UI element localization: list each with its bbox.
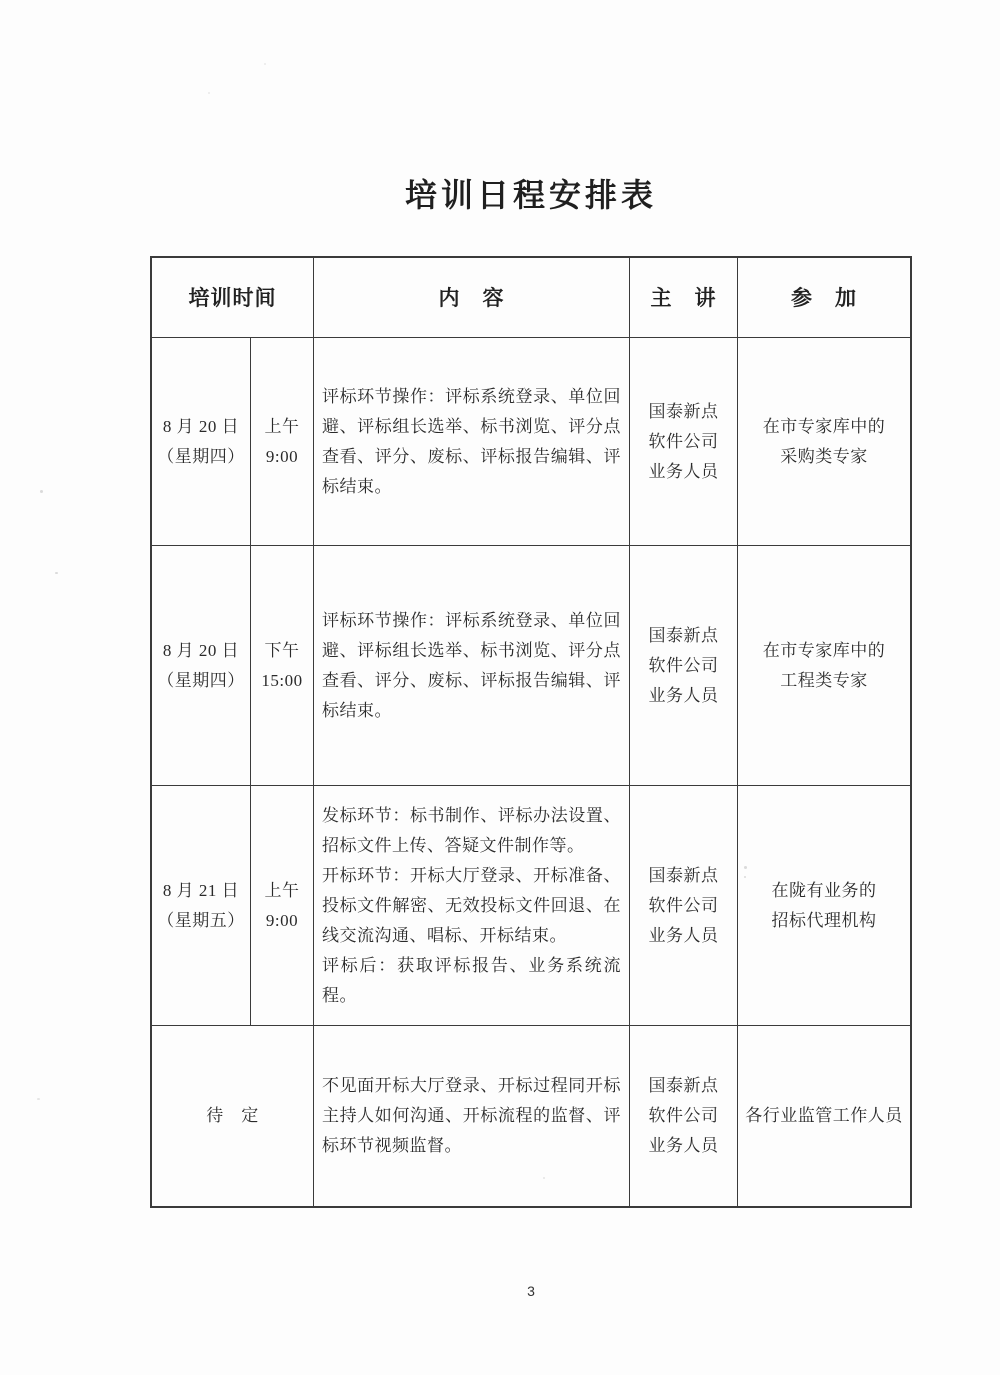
participants-line: 在市专家库中的 [762, 416, 886, 436]
cell-time [251, 546, 314, 786]
scan-speckle [37, 1098, 40, 1100]
header-content: 内 容 [314, 258, 630, 338]
time-line: 15:00 [261, 670, 303, 690]
cell-participants [738, 546, 910, 786]
participants-line: 工程类专家 [780, 670, 868, 690]
lecturer-line: 业务人员 [648, 685, 719, 705]
content-paragraph: 发标环节：标书制作、评标办法设置、招标文件上传、答疑文件制作等。 [322, 805, 621, 855]
lecturer-line: 业务人员 [648, 925, 719, 945]
page-title: 培训日程安排表 [404, 177, 657, 213]
lecturer-line: 业务人员 [648, 1136, 719, 1155]
participants-line: 在陇有业务的 [771, 880, 877, 900]
participants-line: 各行业监管工作人员 [745, 1106, 903, 1125]
lecturer-line: 软件公司 [648, 655, 719, 675]
scan-speckle [744, 866, 747, 869]
lecturer-line: 国泰新点 [648, 625, 719, 645]
scan-speckle [744, 876, 746, 878]
training-schedule-table [150, 256, 912, 1208]
time-line: 9:00 [265, 446, 299, 466]
cell-date [152, 338, 251, 546]
cell-content [314, 1026, 630, 1206]
lecturer-line: 国泰新点 [648, 401, 719, 421]
participants-line: 在市专家库中的 [762, 640, 886, 660]
cell-lecturer [630, 546, 738, 786]
header-participants: 参 加 [738, 258, 910, 338]
cell-content [314, 786, 630, 1026]
lecturer-line: 软件公司 [648, 1106, 719, 1125]
time-line: 上午 [264, 416, 300, 436]
cell-lecturer [630, 786, 738, 1026]
cell-time [251, 786, 314, 1026]
lecturer-line: 国泰新点 [648, 865, 719, 885]
content-paragraph: 评标环节操作：评标系统登录、单位回避、评标组长选举、标书浏览、评分点查看、评分、废标、评标报告编辑、评标结束。 [322, 386, 621, 496]
lecturer-line: 软件公司 [648, 895, 719, 915]
scan-speckle [40, 490, 43, 493]
lecturer-line: 国泰新点 [648, 1076, 719, 1095]
date-line: 8 月 21 日 [162, 880, 240, 900]
scan-speckle [543, 1177, 545, 1179]
page-number: 3 [527, 1283, 535, 1299]
cell-participants [738, 786, 910, 1026]
content-paragraph: 评标环节操作：评标系统登录、单位回避、评标组长选举、标书浏览、评分点查看、评分、废标、评标报告编辑、评标结束。 [322, 610, 621, 720]
time-line: 9:00 [265, 910, 299, 930]
header-lecturer: 主 讲 [630, 258, 738, 338]
content-paragraph: 开标环节：开标大厅登录、开标准备、投标文件解密、无效投标文件回退、在线交流沟通、唱标、开标结束。 [322, 865, 621, 945]
cell-time [251, 338, 314, 546]
participants-line: 采购类专家 [780, 446, 868, 466]
date-line: 8 月 20 日 [162, 640, 240, 660]
cell-content [314, 338, 630, 546]
scan-speckle [55, 572, 58, 574]
content-paragraph: 评标后：获取评标报告、业务系统流程。 [322, 955, 621, 1005]
header-time: 培训时间 [152, 258, 314, 338]
date-line: （星期五） [157, 910, 245, 930]
cell-date-merged [152, 1026, 314, 1206]
time-line: 上午 [264, 880, 300, 900]
participants-line: 招标代理机构 [771, 910, 877, 930]
cell-lecturer [630, 338, 738, 546]
cell-date [152, 546, 251, 786]
date-line: （星期四） [157, 446, 245, 466]
date-line: 8 月 20 日 [162, 416, 240, 436]
lecturer-line: 软件公司 [648, 431, 719, 451]
date-line: （星期四） [157, 670, 245, 690]
cell-lecturer [630, 1026, 738, 1206]
time-line: 下午 [264, 640, 300, 660]
content-paragraph: 不见面开标大厅登录、开标过程同开标主持人如何沟通、开标流程的监督、评标环节视频监督。 [322, 1076, 621, 1155]
lecturer-line: 业务人员 [648, 461, 719, 481]
cell-participants [738, 1026, 910, 1206]
cell-participants [738, 338, 910, 546]
date-line: 待 定 [206, 1106, 259, 1125]
scan-speckle [264, 63, 266, 65]
cell-date [152, 786, 251, 1026]
scan-speckle [208, 92, 210, 94]
cell-content [314, 546, 630, 786]
